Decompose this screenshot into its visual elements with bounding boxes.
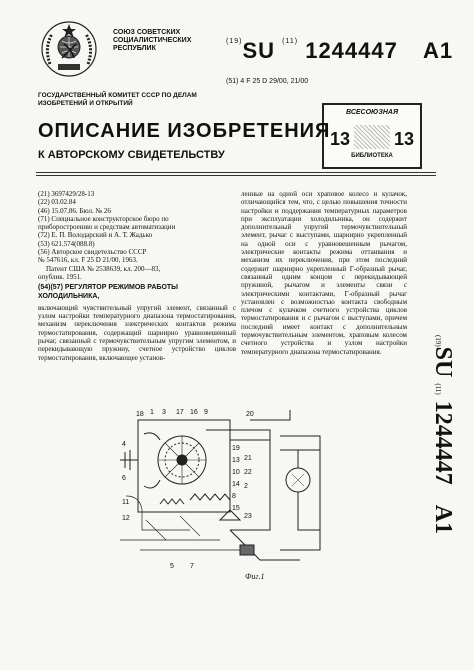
stamp-left-number: 13 [330, 129, 351, 149]
document-subtitle: К АВТОРСКОМУ СВИДЕТЕЛЬСТВУ [38, 149, 225, 161]
abstract-text-left: включающий чувствительный упругий элемент, связанный с узлом настройки температурного диапазона термостатирования, механизм переключения электрических контактов режима термостатирования, содержащий шарнирно уравновешенный рычаг, связанный с термочувствительным упругим элементом, и перекидывающую пружину, счетное устройство циклов термостатирования, включающее установ- [38, 303, 236, 362]
divider-bottom [36, 175, 436, 176]
figure-label: 15 [232, 505, 240, 512]
figure-label: 8 [232, 493, 236, 500]
figure-label: 4 [122, 441, 126, 448]
library-stamp [322, 103, 422, 169]
biblio-line: приборостроению и средствам автоматизации [38, 223, 176, 232]
figure-label: 5 [170, 563, 174, 570]
figure-label: 10 [232, 469, 240, 476]
housing-frame [138, 420, 230, 512]
committee-name: ГОСУДАРСТВЕННЫЙ КОМИТЕТ СССР ПО ДЕЛАМ ИЗОБРЕТЕНИЙ И ОТКРЫТИЙ [38, 92, 197, 107]
stamp-bottom-text: БИБЛИОТЕКА [351, 153, 393, 159]
biblio-line: (53) 621.574(088.8) [38, 239, 95, 248]
figure-label: 9 [204, 409, 208, 416]
figure-label: 18 [136, 411, 144, 418]
figure-label: 19 [232, 445, 240, 452]
biblio-line: (56) Авторское свидетельство СССР [38, 248, 147, 257]
figure-label: 22 [244, 469, 252, 476]
stamp-smudge [354, 125, 390, 149]
side-patent-number: (19)SU (11) 1244447 A1 [430, 335, 456, 535]
biblio-line: опублик. 1951. [38, 272, 82, 281]
lever-top [206, 430, 270, 440]
abstract-title: (54)(57) РЕГУЛЯТОР РЕЖИМОВ РАБОТЫ ХОЛОДИЛЬНИКА, [38, 284, 179, 300]
figure-label: 23 [244, 513, 252, 520]
biblio-line: (21) 3697429/28-13 [38, 190, 95, 198]
figure-label: 13 [232, 457, 240, 464]
technical-drawing [120, 400, 340, 580]
document-title: ОПИСАНИЕ ИЗОБРЕТЕНИЯ [38, 120, 331, 142]
biblio-line: (71) Специальное конструкторское бюро по [38, 214, 169, 223]
figure-label: 21 [244, 455, 252, 462]
spring [190, 494, 230, 500]
figure-label: 1 [150, 409, 154, 416]
patent-number-header: $^{(19)}$SU $^{(11)}$ 1244447 A1 [226, 38, 454, 63]
ipc-classification: (51) 4 F 25 D 29/00, 21/00 [226, 78, 309, 85]
stamp-top-text: ВСЕСОЮЗНАЯ [345, 109, 399, 116]
figure-label: 14 [232, 481, 240, 488]
biblio-line: Патент США № 2538639, кл. 200—83, [46, 264, 161, 273]
left-column [38, 190, 236, 362]
stamp-right-number: 13 [393, 129, 414, 149]
figure-label: 16 [190, 409, 198, 416]
biblio-line: (22) 03.02.84 [38, 198, 76, 207]
figure-label: 11 [122, 499, 130, 506]
divider-top [36, 172, 436, 173]
figure-label: 2 [244, 483, 248, 490]
figure-label: 12 [122, 515, 130, 522]
figure-label: 17 [176, 409, 184, 416]
bibliographic-data [38, 190, 236, 281]
figure-label: 20 [246, 411, 254, 418]
ussr-emblem-icon [40, 20, 98, 78]
figure-label: 6 [122, 475, 126, 482]
abstract-text-right: ленные на одной оси храповое колесо и кулачок, отличающийся тем, что, с целью повышения точности настройки и поддержания температурных параметров при эксплуатации холодильника, он содержит дополнительный упругий термочувствительный элемент, рычаг с выступами, шарнирно укрепленный на одной оси с уравновешенным рычагом, электрические контакты режима оттаивания и механизм их переключения, при этом последний содержит шарнирно укрепленный Г-образный рычаг, связанный одним концом с перекидывающей пружиной, рычагом и элементы связи с электрическими контактами, Г-образный рычаг установлен с возможностью контакта свободным плечом с кулачком счетного устройства циклов термостатирования и с рычагом с выступами, причем последний имеет контакт с дополнительным термочувствительным элементом, храповым колесом счетного устройства и узлом настройки температурного диапазона термостатирования. [241, 190, 407, 356]
biblio-line: № 547616, кл. F 25 D 21/00, 1963. [38, 256, 138, 265]
country-name: СОЮЗ СОВЕТСКИХ СОЦИАЛИСТИЧЕСКИХ РЕСПУБЛИК [113, 29, 192, 52]
figure-label: 7 [190, 563, 194, 570]
figure-label: 3 [162, 409, 166, 416]
shaft [120, 450, 138, 470]
figure-caption: Фиг.1 [245, 572, 265, 581]
biblio-line: (46) 15.07.86. Бюл. № 26 [38, 206, 111, 215]
biblio-line: (72) Е. П. Володарский и А. Т. Жадько [38, 231, 153, 240]
